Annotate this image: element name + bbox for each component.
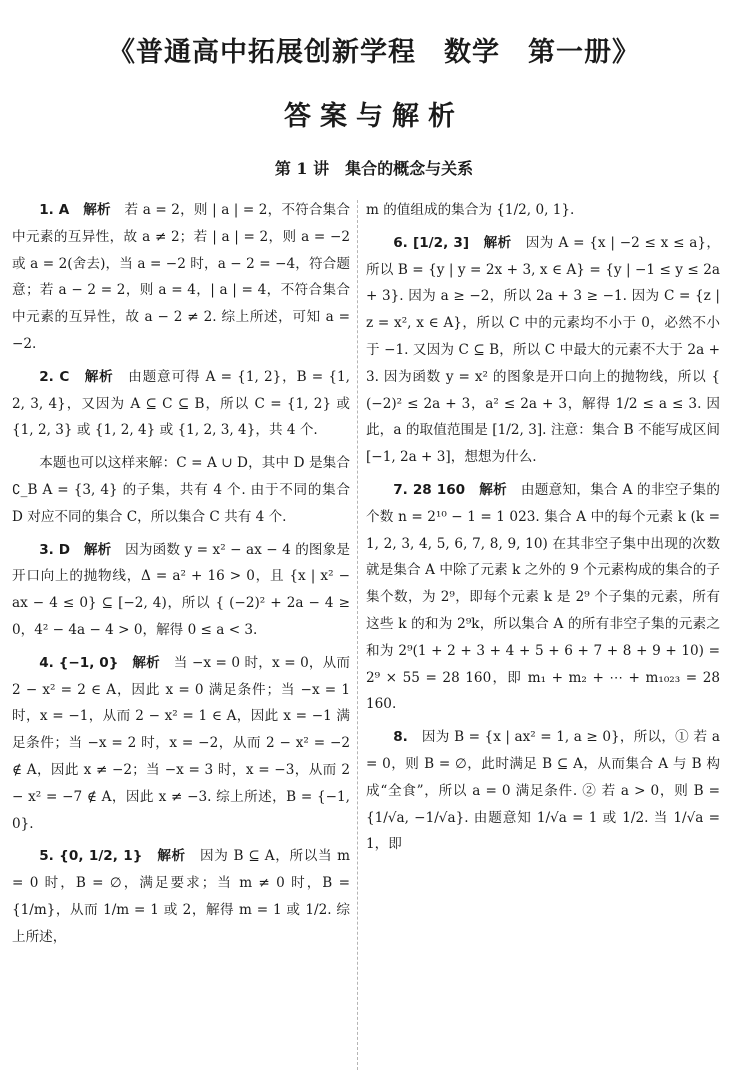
solution-text: 因为 B = {x | ax² = 1, a ≥ 0}，所以，① 若 a = 0，则 B = ∅，此时满足 B ⊆ A，从而集合 A 与 B 构成“全食”，所以 a = 0 满足条件. ② 若 a > 0，则 B = {1/√a, −1/√a}. 由题意知 1/√a = 1 或 1/2. 当 1/√a = 1，即 xyxy=(366,729,721,853)
answer-1: 1. A xyxy=(39,202,70,218)
solution-text: 由题意可得 A = {1, 2}，B = {1, 2, 3, 4}，又因为 A ⊆ C ⊆ B，所以 C = {1, 2} 或 {1, 2, 3} 或 {1, 2, 4} 或 {1, 2, 3, 4}，共 4 个. xyxy=(12,368,350,439)
solution-7 xyxy=(366,477,720,718)
book-title: 《普通高中拓展创新学程 数学 第一册》 xyxy=(108,37,640,68)
answer-8: 8. xyxy=(393,729,408,746)
analysis-tag: 解析 xyxy=(83,541,112,558)
solution-1 xyxy=(12,197,350,358)
page-fade xyxy=(690,1020,748,1071)
solution-text: m 的值组成的集合为 {1/2, 0, 1}. xyxy=(366,202,575,218)
answer-7: 7. 28 160 xyxy=(393,481,466,498)
solution-3 xyxy=(12,537,350,644)
solution-text: 因为 B ⊆ A，所以当 m = 0 时，B = ∅，满足要求；当 m ≠ 0 时，B = {1/m}，从而 1/m = 1 或 2，解得 m = 1 或 1/2. 综上所述， xyxy=(12,848,351,945)
analysis-tag: 解析 xyxy=(84,368,114,385)
solution-text: 当 −x = 0 时，x = 0，从而 2 − x² = 2 ∈ A，因此 x = 0 满足条件；当 −x = 1 时，x = −1，从而 2 − x² = 1 ∈ A，因此 x = −1 满足条件；当 −x = 2 时，x = −2，从而 2 − x² = −2 ∉ A，因此 x ≠ −2；当 −x = 3 时，x = −3，从而 2 − x² = −7 ∉ A，因此 x ≠ −3. 综上所述，B = {−1, 0}. xyxy=(12,654,351,832)
right-column xyxy=(366,197,720,864)
solution-text: 若 a = 2，则 | a | = 2，不符合集合中元素的互异性，故 a ≠ 2；若 | a | = 2，则 a = −2 或 a = 2(舍去)，当 a = −2 时，a − 2 = −4，符合题意；若 a − 2 = 2，则 a = 4，| a | = 4，不符合集合中元素的互异性，故 a − 2 ≠ 2. 综上所述，可知 a = −2. xyxy=(12,202,351,352)
answer-4: 4. {−1, 0} xyxy=(39,654,119,671)
solution-2 xyxy=(12,364,350,444)
answer-3: 3. D xyxy=(39,541,70,558)
analysis-tag: 解析 xyxy=(479,481,508,498)
answer-6: 6. [1/2, 3] xyxy=(393,234,470,251)
answer-2: 2. C xyxy=(39,368,70,385)
solution-5-continued xyxy=(366,197,720,224)
solution-6 xyxy=(366,230,720,471)
solution-text: 本题也可以这样来解：C = A ∪ D，其中 D 是集合 ∁_B A = {3, 4} 的子集，共有 4 个. 由于不同的集合 D 对应不同的集合 C，所以集合 C 共有 4 个. xyxy=(12,455,350,525)
lecture-title: 第 1 讲 集合的概念与关系 xyxy=(274,159,474,178)
column-divider xyxy=(357,200,358,1070)
solution-text: 因为函数 y = x² − ax − 4 的图象是开口向上的抛物线，Δ = a² + 16 > 0，且 {x | x² − ax − 4 ≤ 0} ⊆ [−2, 4)，所以 { (−2)² + 2a − 4 ≥ 0，4² − 4a − 4 > 0，解得 0 ≤ a < 3. xyxy=(12,541,351,638)
analysis-tag: 解析 xyxy=(132,654,160,671)
analysis-tag: 解析 xyxy=(483,234,512,251)
answer-5: 5. {0, 1/2, 1} xyxy=(39,848,143,865)
section-title: 答案与解析 xyxy=(284,101,464,132)
solution-text: 因为 A = {x | −2 ≤ x ≤ a}，所以 B = {y | y = 2x + 3, x ∈ A} = {y | −1 ≤ y ≤ 2a + 3}. 因为 a ≥ −2，所以 2a + 3 ≥ −1. 因为 C = {z | z = x², x ∈ A}，所以 C 中的元素均不小于 0，必然不小于 −1. 又因为 C ⊆ B，所以 C 中最大的元素不大于 2a + 3. 因为函数 y = x² 的图象是开口向上的抛物线，所以 { (−2)² ≤ 2a + 3，a² ≤ 2a + 3，解得 1/2 ≤ a ≤ 3. 因此，a 的取值范围是 [1/2, 3]. 注意：集合 B 不能写成区间 [−1, 2a + 3]，想想为什么. xyxy=(366,234,721,466)
analysis-tag: 解析 xyxy=(83,202,111,218)
solution-8 xyxy=(366,724,720,858)
solution-4 xyxy=(12,650,350,838)
solution-2-alt xyxy=(12,450,350,530)
solution-text: 由题意知，集合 A 的非空子集的个数 n = 2¹⁰ − 1 = 1 023. 集合 A 中的每个元素 k (k = 1, 2, 3, 4, 5, 6, 7, 8, 9, 10) 在其非空子集中出现的次数就是集合 A 中除了元素 k 之外的 9 个元素构成的集合的子集个数，为 2⁹，即每个元素 k 是 2⁹ 个子集的元素，所有这些 k 的和为 2⁹k，所以集合 A 的所有非空子集的元素之和为 2⁹(1 + 2 + 3 + 4 + 5 + 6 + 7 + 8 + 9 + 10) = 2⁹ × 55 = 28 160，即 m₁ + m₂ + ⋯ + m₁₀₂₃ = 28 160. xyxy=(366,481,721,713)
analysis-tag: 解析 xyxy=(157,848,186,865)
left-column xyxy=(12,197,350,957)
solution-5 xyxy=(12,843,350,950)
